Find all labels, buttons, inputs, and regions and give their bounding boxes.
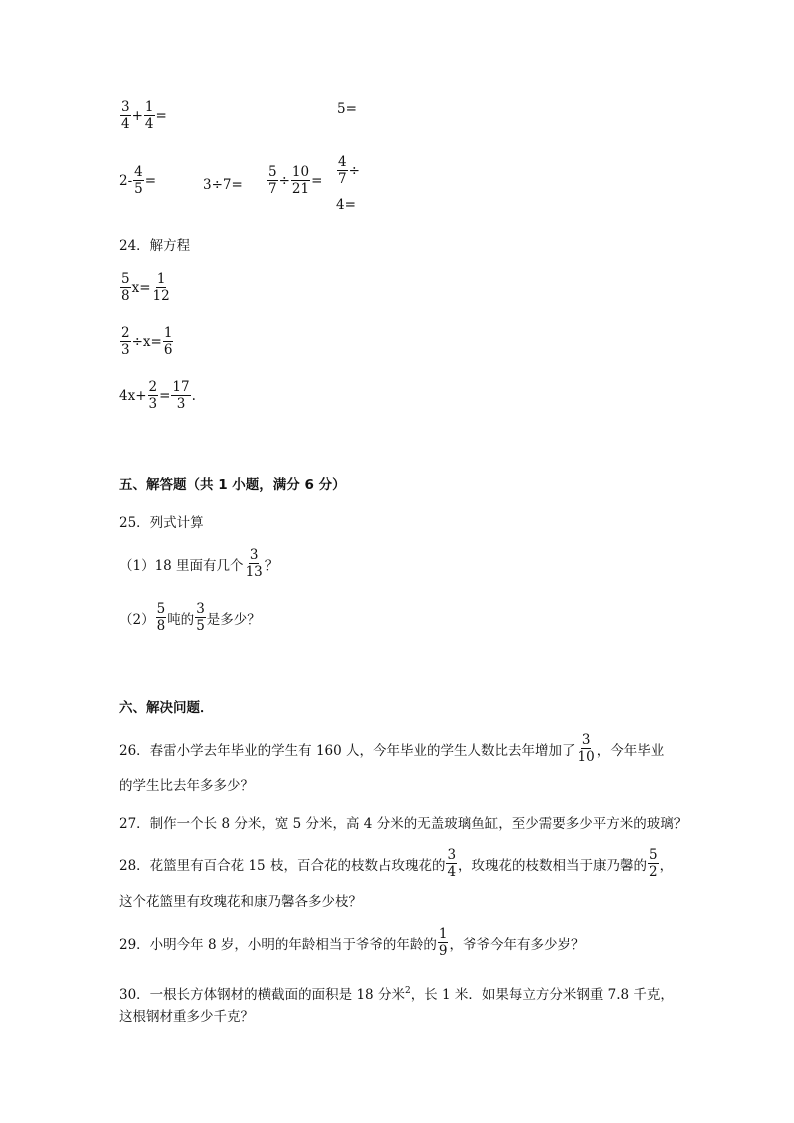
equation-3: 4x+ $\frac{2}{3}$ = $\frac{17}{3}$ . (119, 379, 196, 413)
section-6-heading: 六、解决问题． (119, 700, 214, 716)
fraction: $\frac{5}{8}$ (156, 601, 166, 635)
fraction: $\frac{2}{3}$ (121, 325, 130, 359)
calc-expr-6-tail: 4= (336, 197, 356, 213)
calc-expr-2: 5= (337, 101, 357, 117)
fraction: $\frac{5}{7}$ (268, 164, 277, 198)
question-30-line-1: 30．一根长方体钢材的横截面的面积是 18 分米$^2$，长 1 米．如果每立方分米钢重 7.8 千克， (119, 986, 674, 1003)
calc-expr-6: $\frac{4}{7}$ ÷ (338, 154, 360, 188)
calc-expr-4: 3÷7= (203, 177, 243, 193)
fraction: $\frac{3}{13}$ (245, 547, 263, 581)
question-30-line-2: 这根钢材重多少千克？ (119, 1009, 254, 1025)
equation-2: $\frac{2}{3}$ ÷x= $\frac{1}{6}$ (121, 325, 173, 359)
fraction: $\frac{1}{4}$ (144, 99, 154, 133)
fraction: $\frac{2}{3}$ (148, 379, 158, 413)
calc-expr-1: $\frac{3}{4}$ + $\frac{1}{4}$ = (121, 99, 167, 133)
fraction: $\frac{5}{8}$ (121, 271, 130, 305)
question-27: 27．制作一个长 8 分米，宽 5 分米，高 4 分米的无盖玻璃鱼缸，至少需要多少平方米的玻璃？ (119, 816, 688, 832)
question-26-line-1: 26．春雷小学去年毕业的学生有 160 人，今年毕业的学生人数比去年增加了 $\frac{3}{10}$ ，今年毕业 (119, 732, 665, 766)
question-25-part-2: （2） $\frac{5}{8}$ 吨的 $\frac{3}{5}$ 是多少？ (119, 601, 261, 635)
question-24-title: 24．解方程 (119, 238, 191, 254)
fraction: $\frac{3}{4}$ (447, 847, 457, 881)
fraction: $\frac{1}{6}$ (163, 325, 173, 359)
fraction: $\frac{1}{12}$ (152, 271, 170, 305)
fraction: $\frac{3}{10}$ (577, 732, 595, 766)
fraction: $\frac{10}{21}$ (291, 164, 310, 198)
calc-expr-3: 2- $\frac{4}{5}$ = (119, 164, 157, 198)
question-28-line-2: 这个花篮里有玫瑰花和康乃馨各多少枝？ (119, 894, 362, 910)
question-26-line-2: 的学生比去年多多少？ (119, 778, 254, 794)
calc-expr-5: $\frac{5}{7}$ ÷ $\frac{10}{21}$ = (268, 164, 323, 198)
equation-1: $\frac{5}{8}$ x= $\frac{1}{12}$ (121, 271, 170, 305)
fraction: $\frac{3}{5}$ (196, 601, 205, 635)
fraction: $\frac{5}{2}$ (649, 847, 658, 881)
fraction: $\frac{17}{3}$ (172, 379, 190, 413)
fraction: $\frac{4}{7}$ (338, 154, 347, 188)
fraction: $\frac{4}{5}$ (134, 164, 143, 198)
fraction: $\frac{3}{4}$ (121, 99, 130, 133)
question-29: 29．小明今年 8 岁，小明的年龄相当于爷爷的年龄的 $\frac{1}{9}$ ，爷爷今年有多少岁？ (119, 926, 585, 960)
question-25-part-1: （1）18 里面有几个 $\frac{3}{13}$ ？ (119, 547, 279, 581)
fraction: $\frac{1}{9}$ (438, 926, 448, 960)
section-5-heading: 五、解答题（共 1 小题，满分 6 分） (119, 477, 346, 493)
question-28-line-1: 28．花篮里有百合花 15 枝，百合花的枝数占玫瑰花的 $\frac{3}{4}$ ，玫瑰花的枝数相当于康乃馨的 $\frac{5}{2}$ ， (119, 847, 674, 881)
question-25-title: 25．列式计算 (119, 515, 204, 531)
